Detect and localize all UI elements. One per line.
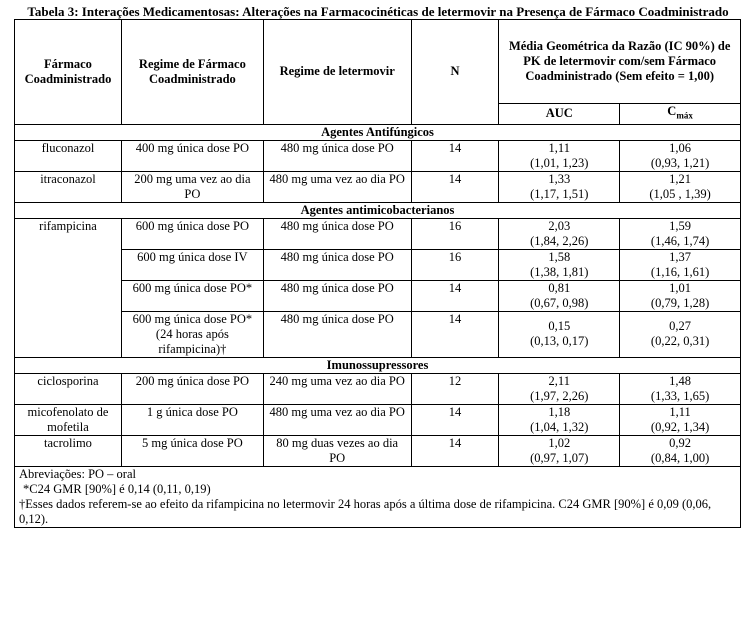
cell-cmax <box>620 249 741 280</box>
cell-cmax <box>620 404 741 435</box>
cell-cmax <box>620 140 741 171</box>
header-auc: AUC <box>499 104 620 125</box>
table-row <box>15 140 741 171</box>
cell-n: 14 <box>411 140 499 171</box>
header-n: N <box>411 20 499 125</box>
cell-cmax-value: 1,37 <box>669 249 691 264</box>
cell-cmax-ci: (0,79, 1,28) <box>650 295 710 310</box>
cell-auc-value: 0,15 <box>548 319 571 333</box>
cell-n: 14 <box>411 404 499 435</box>
cell-regimen: 1 g única dose PO <box>121 404 263 435</box>
cell-auc-value: 1,11 <box>548 140 570 155</box>
cell-letermovir: 80 mg duas vezes ao dia PO <box>263 435 411 466</box>
cell-regimen: 600 mg única dose IV <box>121 249 263 280</box>
cell-cmax-ci: (0,92, 1,34) <box>650 419 710 434</box>
cell-cmax <box>620 280 741 311</box>
cell-n: 14 <box>411 435 499 466</box>
cell-letermovir: 480 mg uma vez ao dia PO <box>263 171 411 202</box>
cell-cmax-value: 1,11 <box>669 404 691 419</box>
cell-auc-value: 1,33 <box>548 171 571 186</box>
footnote-abbrev: Abreviações: PO – oral <box>19 466 136 481</box>
cell-cmax <box>620 373 741 404</box>
cell-auc <box>499 373 620 404</box>
cell-auc-value: 2,11 <box>548 373 570 388</box>
cell-regimen: 600 mg única dose PO* <box>121 280 263 311</box>
cell-auc-ci: (0,67, 0,98) <box>530 295 589 310</box>
cell-cmax <box>620 171 741 202</box>
interactions-table <box>14 19 741 528</box>
cell-letermovir: 480 mg uma vez ao dia PO <box>263 404 411 435</box>
cell-cmax-ci: (1,05 , 1,39) <box>649 186 711 201</box>
cell-n: 14 <box>411 311 499 357</box>
table-row <box>15 311 741 357</box>
cell-drug: tacrolimo <box>15 435 122 466</box>
cell-auc-ci: (1,84, 2,26) <box>530 233 589 248</box>
cell-drug: ciclosporina <box>15 373 122 404</box>
cell-auc <box>499 280 620 311</box>
cell-letermovir: 480 mg única dose PO <box>263 249 411 280</box>
cell-cmax-value: 1,21 <box>669 171 691 186</box>
cell-auc <box>499 171 620 202</box>
cell-cmax-value: 0,27 <box>669 319 691 333</box>
cell-cmax-ci: (0,22, 0,31) <box>650 334 710 348</box>
cell-drug: micofenolato de mofetila <box>15 404 122 435</box>
header-drug-regimen: Regime de Fármaco Coadministrado <box>121 20 263 125</box>
cell-n: 14 <box>411 280 499 311</box>
cell-auc-value: 1,02 <box>548 435 571 450</box>
header-letermovir-regimen: Regime de letermovir <box>263 20 411 125</box>
cell-regimen: 600 mg única dose PO* (24 horas após rifampicina)† <box>121 311 263 357</box>
cell-n: 16 <box>411 249 499 280</box>
header-cmax: $C_{máx}$ <box>620 104 741 125</box>
cell-cmax-ci: (1,33, 1,65) <box>650 388 710 403</box>
section-header-row <box>15 202 741 218</box>
cell-letermovir: 480 mg única dose PO <box>263 218 411 249</box>
cell-regimen: 200 mg uma vez ao dia PO <box>121 171 263 202</box>
cell-cmax-ci: (0,93, 1,21) <box>650 155 710 170</box>
cell-auc-ci: (1,38, 1,81) <box>530 264 589 279</box>
cell-cmax-value: 1,48 <box>669 373 691 388</box>
cell-n: 12 <box>411 373 499 404</box>
cell-auc-value: 1,58 <box>548 249 571 264</box>
cell-cmax-ci: (1,16, 1,61) <box>650 264 710 279</box>
section-title: Imunossupressores <box>15 357 741 373</box>
cell-auc-ci: (1,17, 1,51) <box>530 186 589 201</box>
section-header-row <box>15 357 741 373</box>
table-row <box>15 218 741 249</box>
cell-letermovir: 480 mg única dose PO <box>263 311 411 357</box>
cell-regimen: 200 mg única dose PO <box>121 373 263 404</box>
cell-cmax-ci: (1,46, 1,74) <box>650 233 710 248</box>
cell-auc-ci: (1,04, 1,32) <box>530 419 589 434</box>
table-row <box>15 373 741 404</box>
table-row <box>15 249 741 280</box>
cell-auc <box>499 435 620 466</box>
cell-auc-value: 0,81 <box>548 280 571 295</box>
section-header-row <box>15 124 741 140</box>
cell-cmax <box>620 311 741 357</box>
cell-drug: fluconazol <box>15 140 122 171</box>
cell-cmax-value: 1,59 <box>669 218 691 233</box>
cell-auc <box>499 404 620 435</box>
table-body <box>15 124 741 466</box>
cell-regimen: 400 mg única dose PO <box>121 140 263 171</box>
cell-letermovir: 240 mg uma vez ao dia PO <box>263 373 411 404</box>
cell-cmax <box>620 218 741 249</box>
cell-auc <box>499 311 620 357</box>
cell-cmax-value: 0,92 <box>669 435 691 450</box>
table-row <box>15 404 741 435</box>
header-gmr: Média Geométrica da Razão (IC 90%) de PK de letermovir com/sem Fármaco Coadministrado (Sem efeito = 1,00) <box>499 20 741 104</box>
cell-auc <box>499 249 620 280</box>
cell-regimen: 600 mg única dose PO <box>121 218 263 249</box>
cell-cmax <box>620 435 741 466</box>
cell-n: 14 <box>411 171 499 202</box>
cell-letermovir: 480 mg única dose PO <box>263 280 411 311</box>
footnote-dagger: †Esses dados referem-se ao efeito da rifampicina no letermovir 24 horas após a última dose de rifampicina. C24 GMR [90%] é 0,09 (0,06, 0,12). <box>19 496 712 526</box>
cell-auc-ci: (0,97, 1,07) <box>530 450 589 465</box>
cell-drug: itraconazol <box>15 171 122 202</box>
table-row <box>15 435 741 466</box>
section-title: Agentes Antifúngicos <box>15 124 741 140</box>
cell-cmax-value: 1,06 <box>669 140 691 155</box>
cell-auc <box>499 140 620 171</box>
cell-auc-ci: (1,01, 1,23) <box>530 155 589 170</box>
table-row <box>15 171 741 202</box>
cell-drug: rifampicina <box>15 218 122 357</box>
cell-auc-ci: (0,13, 0,17) <box>530 334 589 348</box>
header-drug: Fármaco Coadministrado <box>15 20 122 125</box>
section-title: Agentes antimicobacterianos <box>15 202 741 218</box>
cell-n: 16 <box>411 218 499 249</box>
table-row <box>15 280 741 311</box>
table-title: Tabela 3: Interações Medicamentosas: Alterações na Farmacocinéticas de letermovir na Presença de Fármaco Coadministrado <box>27 4 729 19</box>
cell-cmax-value: 1,01 <box>669 280 691 295</box>
cell-auc-value: 2,03 <box>548 218 571 233</box>
cell-regimen: 5 mg única dose PO <box>121 435 263 466</box>
footnotes <box>15 466 741 527</box>
cell-letermovir: 480 mg única dose PO <box>263 140 411 171</box>
cell-auc <box>499 218 620 249</box>
cell-cmax-ci: (0,84, 1,00) <box>650 450 710 465</box>
footnote-star: *C24 GMR [90%] é 0,14 (0,11, 0,19) <box>23 481 211 496</box>
cell-auc-ci: (1,97, 2,26) <box>530 388 589 403</box>
cell-auc-value: 1,18 <box>548 404 571 419</box>
